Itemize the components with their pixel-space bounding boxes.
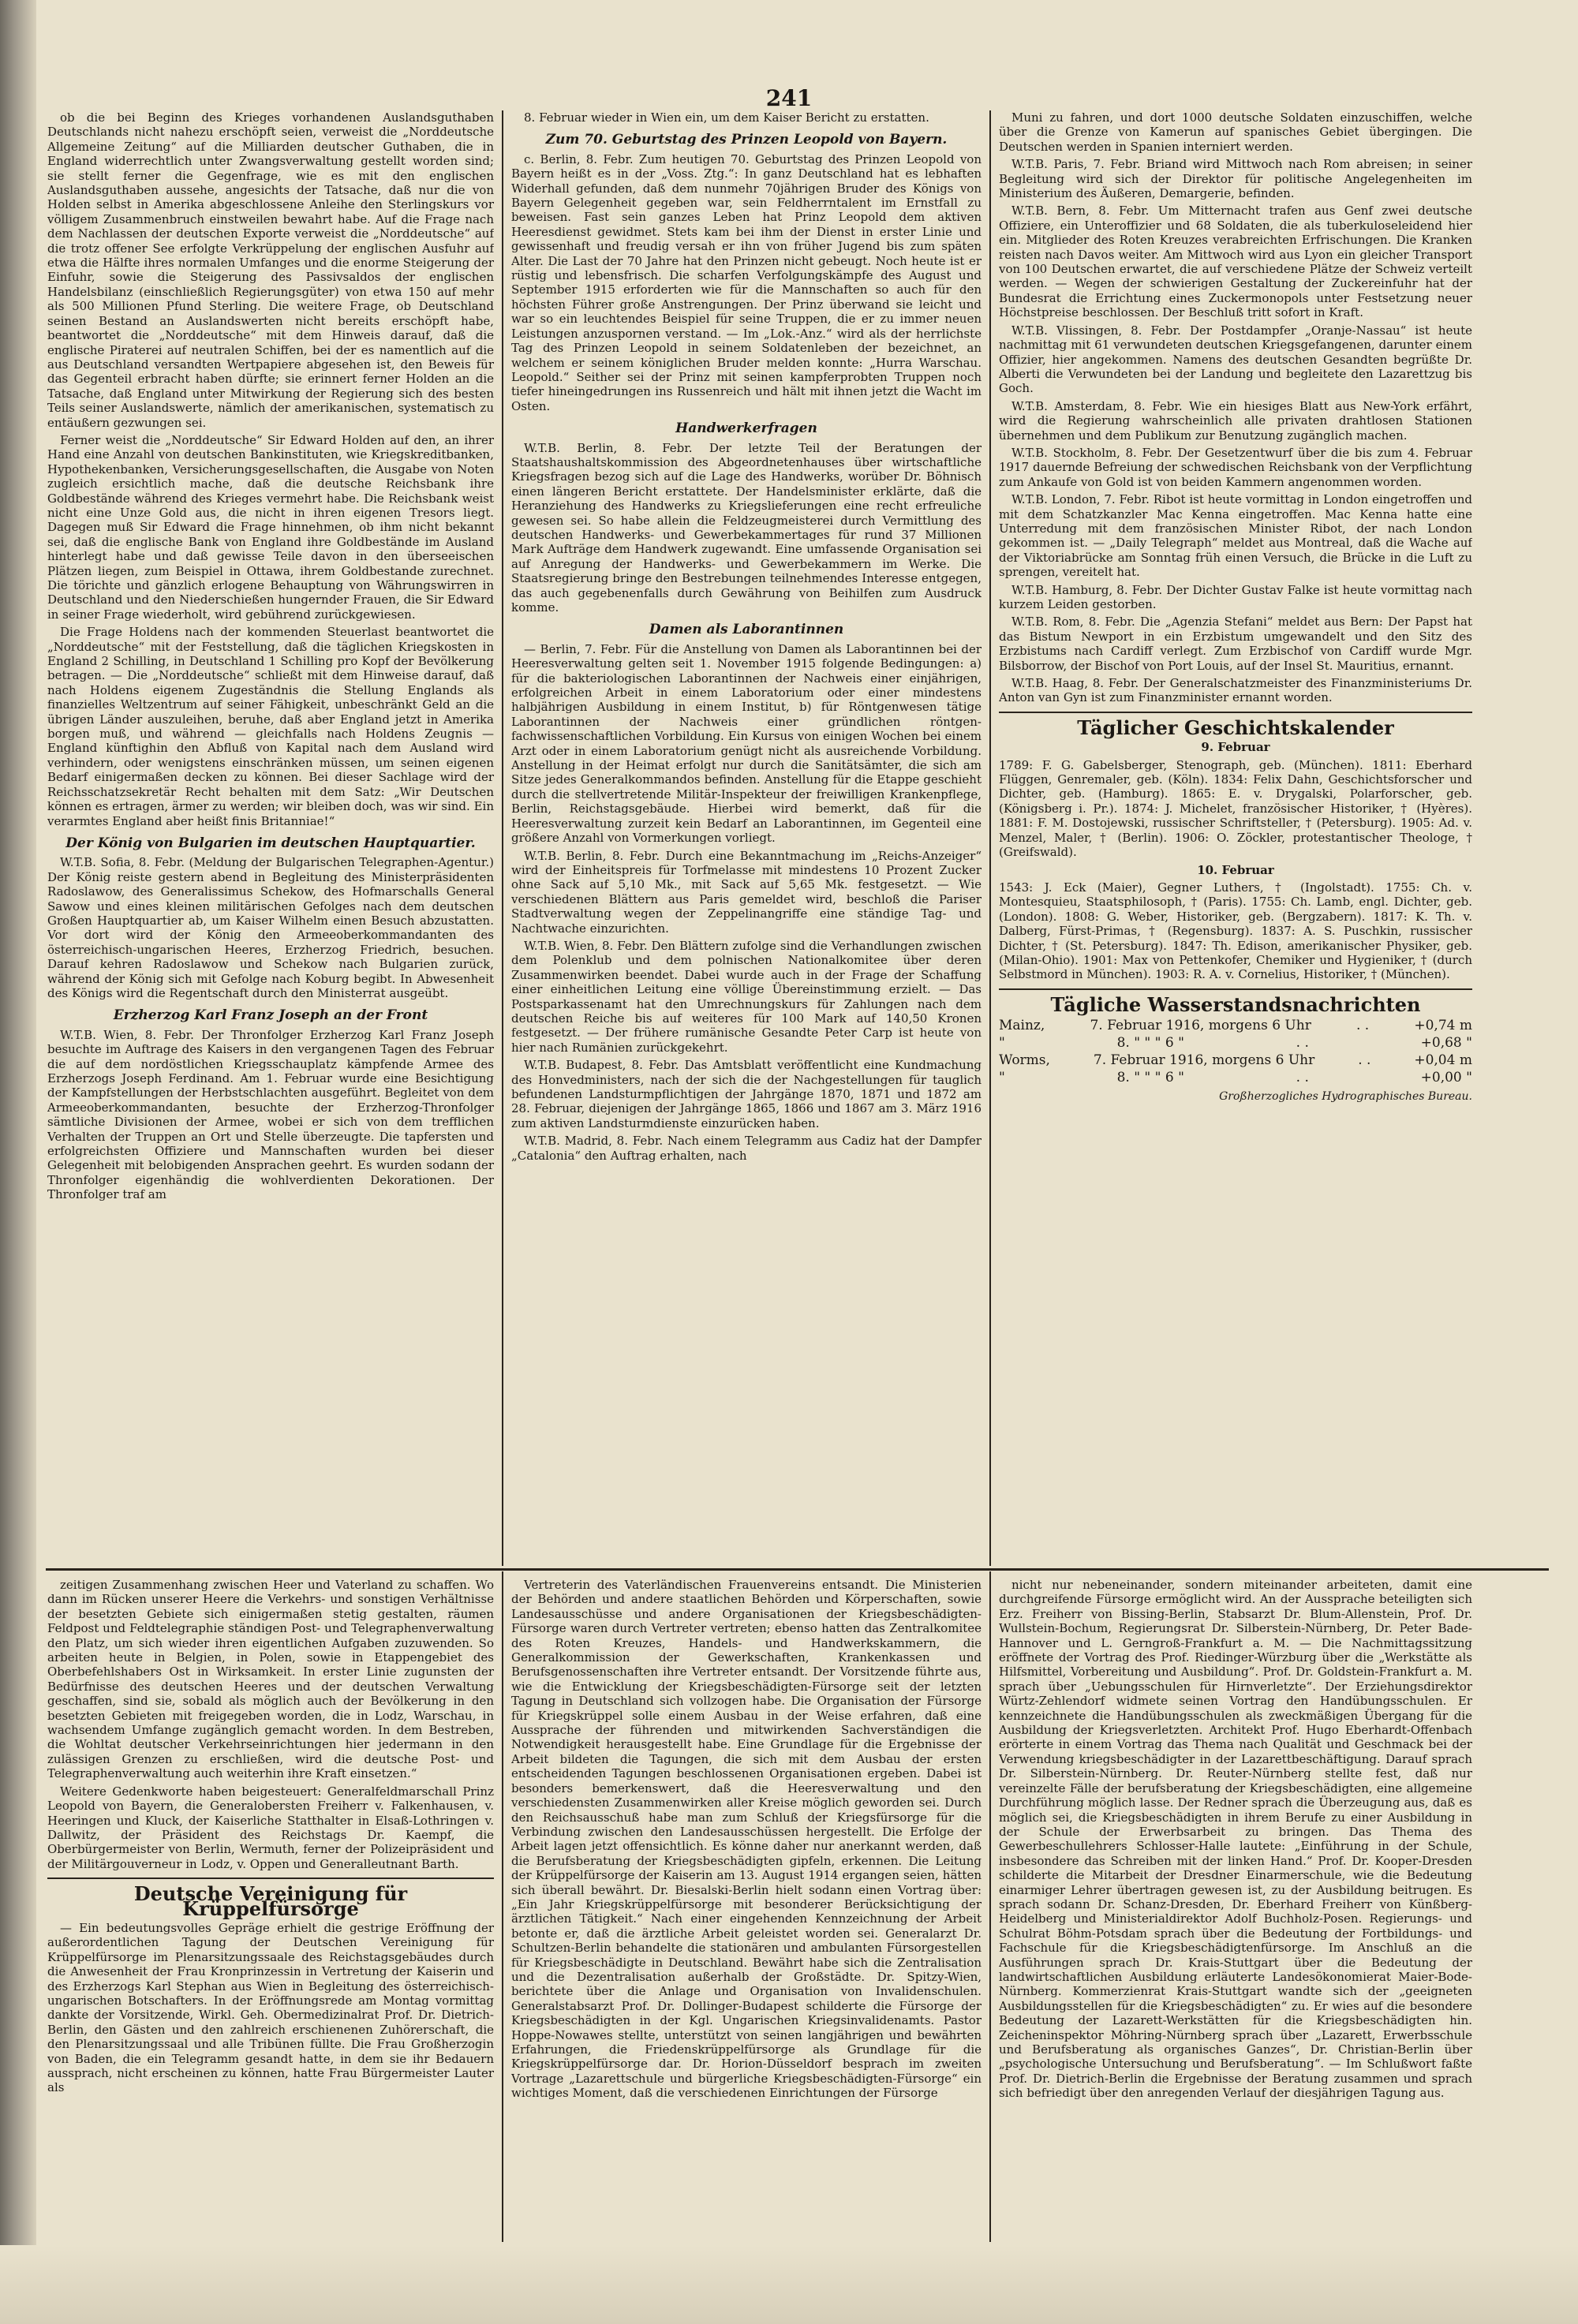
article-headline: Damen als Laborantinnen xyxy=(649,622,844,638)
water-rule xyxy=(999,988,1472,990)
water-title: Tägliche Wasserstandsnachrichten xyxy=(1050,992,1421,1016)
article-paragraph: W.T.B. Berlin, 8. Febr. Der letzte Teil der Beratungen der Staatshaushaltskommission des Abgeordnetenhauses über wirtschaftliche Kriegsfragen bezog sich auf die Lage des Handwerks, worüber Dr. Böhnisch einen längeren Bericht erstattete. Der Handelsminister erklärte, daß die Heranziehung des Handwerks zu Kriegslieferungen eine recht erfreuliche gewesen sei. So habe allein die Feldzeugmeisterei durch Vermittlung des deutschen Handwerks- und Gewerbekammertages für rund 37 Millionen Mark Aufträge dem Handwerk zugewandt. Eine umfassende Organisation sei auf Anregung der Handwerks- und Gewerbekammern im Werke. Die Staatsregierung bringe den Bestrebungen teilnehmendes Interesse entgegen, das auch gegebenenfalls durch Gewährung von Beihilfen zum Ausdruck komme. xyxy=(511,440,982,615)
article-paragraph: W.T.B. Wien, 8. Febr. Den Blättern zufolge sind die Verhandlungen zwischen dem Polenklub und dem polnischen Nationalkomitee über deren Zusammenwirken beendet. Dabei wurde auch in der Frage der Schaffung einer einheitlichen Leitung eine völlige Übereinstimmung erzielt. — Das Postsparkassenamt hat den Umrechnungskurs für Zahlungen nach dem deutschen Reiche bis auf weiteres für 100 Mark auf 140,50 Kronen festgesetzt. — Der frühere rumänische Gesandte Peter Carp ist heute von hier nach Rumänien zurückgekehrt. xyxy=(511,938,982,1055)
water-source: Großherzogliches Hydrographisches Bureau. xyxy=(1219,1090,1472,1104)
water-date: 7. Februar 1916, morgens 6 Uhr xyxy=(1090,1018,1311,1034)
bottom-column-2 xyxy=(511,1578,982,2240)
article-paragraph: Muni zu fahren, und dort 1000 deutsche Soldaten einzuschiffen, welche über die Grenze von Kamerun auf spanisches Gebiet übergingen. Die Deutschen werden in Spanien interniert werden. xyxy=(999,110,1472,154)
article-paragraph: zeitigen Zusammenhang zwischen Heer und Vaterland zu schaffen. Wo dann im Rücken unserer Heere die Verkehrs- und sonstigen Verhältnisse der besetzten Gebiete sich einigermaßen stetig gestalten, räumen Feldpost und Feldtelegraphie ständigen Post- und Telegraphenverwaltung den Platz, um sich wieder ihren eigentlichen Aufgaben zuzuwenden. So arbeiten heute in Belgien, in Polen, sowie in Etappengebiet des Oberbefehlshabers Ost in Wirksamkeit. In erster Linie zugunsten der Bedürfnisse des deutschen Heeres und der deutschen Verwaltung geschaffen, sind sie, sobald als möglich auch der Bevölkerung in den besetzten Gebieten mit freigegeben worden, die in Lodz, Warschau, in wachsendem Umfange zugänglich gemacht worden. In dem Bestreben, die Wohltat deutscher Verkehrseinrichtungen hier jedermann in den zulässigen Grenzen zu erschließen, wird die deutsche Post- und Telegraphenverwaltung auch weiterhin ihre Kraft einsetzen.“ xyxy=(47,1578,494,1781)
water-date: 8. " " " 6 " xyxy=(1116,1035,1184,1052)
article-paragraph: W.T.B. Hamburg, 8. Febr. Der Dichter Gustav Falke ist heute vormittag nach kurzem Leiden gestorben. xyxy=(999,582,1472,611)
column-3 xyxy=(999,110,1472,1566)
article-paragraph: — Ein bedeutungsvolles Gepräge erhielt die gestrige Eröffnung der außerordentlichen Tagung der Deutschen Vereinigung für Krüppelfürsorge im Plenarsitzungssaale des Reichstagsgebäudes durch die Anwesenheit der Frau Kronprinzessin in Vertretung der Kaiserin und des Erzherzogs Karl Stephan aus Wien in Begleitung des österreichisch-ungarischen Botschafters. In der Eröffnungsrede am Montag vormittag dankte der Vorsitzende, Wirkl. Geh. Obermedizinalrat Prof. Dr. Dietrich-Berlin, den Gästen und den zahlreich erschienenen Zuhörerschaft, die den Plenarsitzungssaal und alle Tribünen füllte. Die Frau Großherzogin von Baden, die ein Telegramm gesandt hatte, in dem sie ihr Bedauern aussprach, nicht erscheinen zu können, hatte Frau Bürgermeister Lauter als xyxy=(47,1920,494,2095)
article-paragraph: W.T.B. Amsterdam, 8. Febr. Wie ein hiesiges Blatt aus New-York erfährt, wird die Regierung wahrscheinlich alle privaten drahtlosen Stationen übernehmen und dem Publikum zur Benutzung zugänglich machen. xyxy=(999,398,1472,443)
article-paragraph: W.T.B. Vlissingen, 8. Febr. Der Postdampfer „Oranje-Nassau“ ist heute nachmittag mit 61 verwundeten deutschen Kriegsgefangenen, darunter einem Offizier, hier angekommen. Namens des deutschen Gesandten begrüßte Dr. Alberti die Verwundeten bei der Landung und begleitete den Lazarettzug bis Goch. xyxy=(999,323,1472,396)
article-headline: Erzherzog Karl Franz Joseph an der Front xyxy=(113,1007,428,1024)
article-headline: Handwerkerfragen xyxy=(675,420,817,437)
calendar-entries: 1789: F. G. Gabelsberger, Stenograph, geb. (München). 1811: Eberhard Flüggen, Genremaler, geb. (Köln). 1834: Felix Dahn, Geschichtsforscher und Dichter, geb. (Hamburg). 1865: E. v. Drygalski, Polarforscher, geb. (Königsberg i. Pr.). 1874: J. Michelet, französischer Historiker, † (Hyères). 1881: F. M. Dostojewski, russischer Schriftsteller, † (Petersburg). 1905: Ad. v. Menzel, Maler, † (Berlin). 1906: O. Zöckler, protestantischer Theologe, † (Greifswald). xyxy=(999,757,1472,860)
water-dots: . . xyxy=(1296,1035,1309,1052)
article-paragraph: Vertreterin des Vaterländischen Frauenvereins entsandt. Die Ministerien der Behörden und andere staatlichen Behörden und Körperschaften, sowie Landesausschüsse und andere Organisationen der Kriegsbeschädigten-Fürsorge waren durch Vertreter vertreten; ebenso hatten das Zentralkomitee des Roten Kreuzes, Handels- und Handwerkskammern, die Generalkommission der Gewerkschaften, Krankenkassen und Berufsgenossenschaften ihre Vertreter entsandt. Der Vorsitzende führte aus, wie die Entwicklung der Kriegsbeschädigten-Fürsorge seit der letzten Tagung in Deutschland sich vollzogen habe. Die Organisation der Fürsorge für Kriegskrüppel solle einem Ausbau in der Weise erfahren, daß eine Aussprache der führenden und mitwirkenden Sachverständigen die Notwendigkeit herausgestellt habe. Eine Grundlage für die Ergebnisse der Arbeit bildeten die Tagungen, die sich mit dem Ausbau der ersten entscheidenden Tagungen beschlossenen Organisationen ergeben. Dabei ist besonders bemerkenswert, daß die Heeresverwaltung und den verschiedensten Zusammenwirken aller Kreise möglich geworden sei. Durch den Reichsausschuß habe man zum Schluß der Kriegsfürsorge für die Verbindung zwischen den Landesausschüssen hergestellt. Die Erfolge der Arbeit lagen jetzt offensichtlich. Es könne daher nur anerkannt werden, daß die Berufsberatung der Kriegsbeschädigten gipfeln, erkennen. Die Leitung der Krüppelfürsorge der Kaiserin am 13. August 1914 ergangen seien, hätten sich überall bewährt. Dr. Biesalski-Berlin hielt sodann einen Vortrag über: „Ein Jahr Kriegskrüppelfürsorge mit besonderer Berücksichtigung der ärztlichen Tätigkeit.“ Nach einer eingehenden Kennzeichnung der Arbeit betonte er, daß die ärztliche Arbeit geleistet worden sei. Generalarzt Dr. Schultzen-Berlin behandelte die stationären und ambulanten Fürsorgestellen für Kriegsbeschädigte in Deutschland. Bewährt habe sich die Zentralisation und die Dezentralisation außerhalb der Großstädte. Dr. Spitzy-Wien, berichtete über die Anlage und Organisation von Invalidenschulen. Generalstabsarzt Prof. Dr. Dollinger-Budapest schilderte die Fürsorge der Kriegsbeschädigten in der Kgl. Ungarischen Kriegsinvalidenamts. Pastor Hoppe-Nowawes stellte, unterstützt von seinen langjährigen und bewährten Erfahrungen, die Friedenskrüppelfürsorge als Grundlage für die Kriegskrüppelfürsorge dar. Dr. Horion-Düsseldorf besprach im zweiten Vortrage „Lazarettschule und bürgerliche Kriegsbeschädigten-Fürsorge“ ein wichtiges Moment, daß die verschiedenen Einrichtungen der Fürsorge xyxy=(511,1578,982,2101)
bottom-column-3 xyxy=(999,1578,1472,2240)
water-place: Mainz, xyxy=(999,1018,1045,1034)
article-paragraph: W.T.B. Paris, 7. Febr. Briand wird Mittwoch nach Rom abreisen; in seiner Begleitung wird sich der Direktor für politische Angelegenheiten im Ministerium des Äußeren, Demargerie, befinden. xyxy=(999,157,1472,201)
calendar-date: 10. Februar xyxy=(1197,862,1274,877)
article-paragraph: ob die bei Beginn des Krieges vorhandenen Auslandsguthaben Deutschlands nicht nahezu erschöpft seien, verweist die „Norddeutsche Allgemeine Zeitung“ auf die Milliarden deutscher Guthaben, die in England widerrechtlich unter Zwangsverwaltung gestellt worden sind; sie stellt ferner die Gegenfrage, wie es mit den englischen Auslandsguthaben aussehe, angesichts der Tatsache, daß nur die von Holden selbst in Amerika abgeschlossene Anleihe den Sterlingskurs vor völligem Zusammenbruch einstweilen bewahrt habe. Auf die Frage nach dem Nachlassen der deutschen Exporte verweist die „Norddeutsche“ auf die trotz offener See erfolgte Verkrüppelung der englischen Ausfuhr auf etwa die Hälfte ihres normalen Umfanges und die enorme Steigerung der Einfuhr, sowie die Steigerung des Passivsaldos der englischen Handelsbilanz (einschließlich Regierungsgüter) von etwa 150 auf mehr als 500 Millionen Pfund Sterling. Die weitere Frage, ob Deutschland seinen Bestand an Auslandswerten nicht bereits erschöpft habe, beantwortet die „Norddeutsche“ mit dem Hinweis darauf, daß die englische Piraterei auf neutralen Schiffen, bei der es namentlich auf die aus Deutschland versandten Wertpapiere abgesehen ist, den Beweis für das Gegenteil erbracht haben dürfte; sie erinnert ferner Holden an die Tatsache, daß England unter Mitwirkung der Regierung sich des besten Teils seiner Auslandswerte, nämlich der amerikanischen, systematisch zu entäußern gezwungen sei. xyxy=(47,110,494,430)
article-paragraph: Die Frage Holdens nach der kommenden Steuerlast beantwortet die „Norddeutsche“ mit der Feststellung, daß die täglichen Kriegskosten in England 2 Schilling, in Deutschland 1 Schilling pro Kopf der Bevölkerung betragen. — Die „Norddeutsche“ schließt mit dem Hinweise darauf, daß nach Holdens eigenem Zugeständnis die Stellung Englands als finanzielles Weltzentrum auf seiner Fähigkeit, unbeschränkt Geld an die übrigen Länder auszuleihen, beruhe, daß aber England jetzt in Amerika borgen muß, und während — gleichfalls nach Holdens Zeugnis — England künftighin den Abfluß von Kapital nach dem Ausland wird verhindern, oder wenigstens einschränken müssen, um seinen eigenen Bedarf einigermaßen decken zu können. Bei dieser Sachlage wird der Reichsschatzsekretär Recht behalten mit dem Satz: „Wir Deutschen können es ertragen, ärmer zu werden; wir bleiben doch, was wir sind. Ein verarmtes England aber heißt finis Britanniae!“ xyxy=(47,625,494,828)
column-rule-1 xyxy=(502,110,503,1566)
article-paragraph: W.T.B. London, 7. Febr. Ribot ist heute vormittag in London eingetroffen und mit dem Schatzkanzler Mac Kenna eingetroffen. Mac Kenna hatte eine Unterredung mit dem französischen Minister Ribot, der nach London gekommen ist. — „Daily Telegraph“ meldet aus Montreal, daß die Wache auf der Viktoriabrücke am Sonntag früh einen Versuch, die Brücke in die Luft zu sprengen, vereitelt hat. xyxy=(999,492,1472,580)
article-headline: Der König von Bulgarien im deutschen Hauptquartier. xyxy=(65,835,476,851)
article-paragraph: — Berlin, 7. Febr. Für die Anstellung von Damen als Laborantinnen bei der Heeresverwaltung gelten seit 1. November 1915 folgende Bedingungen: a) für die bakteriologischen Laborantinnen der Nachweis einer einjährigen, erfolgreichen Arbeit in einem Laboratorium oder einer mindestens halbjährigen Ausbildung in einem Institut, b) für Röntgenwesen tätige Laborantinnen der Nachweis einer gründlichen röntgen-fachwissenschaftlichen Vorbildung. Ein Kursus von einigen Wochen bei einem Arzt oder in einem Laboratorium genügt nicht als ausreichende Vorbildung. Anstellung in der Heimat erfolgt nur durch die Sanitätsämter, die sich am Sitze jedes Generalkommandos befinden. Anstellung für die Etappe geschieht durch die stellvertretende Militär-Inspekteur der freiwilligen Krankenpflege, Berlin, Reichstagsgebäude. Hierbei wird bemerkt, daß für die Heeresverwaltung zurzeit kein Bedarf an Laborantinnen, im Gegenteil eine größere Anzahl von Vormerkungen vorliegt. xyxy=(511,641,982,846)
section-divider xyxy=(46,1568,1549,1571)
water-dots: . . xyxy=(1296,1070,1309,1086)
column-rule-3 xyxy=(502,1571,503,2242)
water-place: Worms, xyxy=(999,1052,1050,1069)
article-paragraph: 8. Februar wieder in Wien ein, um dem Kaiser Bericht zu erstatten. xyxy=(524,110,929,125)
book-gutter xyxy=(0,0,36,2324)
article-headline: Zum 70. Geburtstag des Prinzen Leopold von Bayern. xyxy=(545,132,948,148)
calendar-entries: 1543: J. Eck (Maier), Gegner Luthers, † (Ingolstadt). 1755: Ch. v. Montesquieu, Staatsphilosoph, † (Paris). 1755: Ch. Lamb, engl. Dichter, geb. (London). 1808: G. Weber, Historiker, geb. (Bergzabern). 1817: K. Th. v. Dalberg, Fürst-Primas, † (Regensburg). 1837: A. S. Puschkin, russischer Dichter, † (St. Petersburg). 1847: Th. Edison, amerikanischer Physiker, geb. (Milan-Ohio). 1901: Max von Pettenkofer, Chemiker und Hygieniker, † (durch Selbstmord in München). 1903: R. A. v. Cornelius, Historiker, † (München). xyxy=(999,880,1472,982)
calendar-rule xyxy=(999,712,1472,713)
article-paragraph: W.T.B. Rom, 8. Febr. Die „Agenzia Stefani“ meldet aus Bern: Der Papst hat das Bistum Newport in ein Erzbistum umgewandelt und den Sitz des Erzbistums nach Cardiff verlegt. Zum Erzbischof von Cardiff wurde Mgr. Bilsborrow, der Bischof von Port Louis, auf der Insel St. Mauritius, ernannt. xyxy=(999,615,1472,673)
water-dots: . . xyxy=(1358,1052,1371,1069)
calendar-date: 9. Februar xyxy=(1201,740,1270,755)
water-value: +0,04 m xyxy=(1414,1052,1472,1069)
article-paragraph: W.T.B. Budapest, 8. Febr. Das Amtsblatt veröffentlicht eine Kundmachung des Honvedministers, nach der sich die der Nachgestellungen für tauglich befundenen Landsturmpflichtigen der Jahrgänge 1870, 1871 und 1872 am 28. Februar, diejenigen der Jahrgänge 1865, 1866 und 1867 am 3. März 1916 zum aktiven Landsturmdienste einzurücken haben. xyxy=(511,1058,982,1130)
bottom-column-1 xyxy=(47,1578,494,2240)
water-place: " xyxy=(999,1035,1005,1052)
article-headline: Deutsche Vereinigung für Krüppelfürsorge xyxy=(133,1882,408,1920)
article-paragraph: W.T.B. Haag, 8. Febr. Der Generalschatzmeister des Finanzministeriums Dr. Anton van Gyn ist zum Finanzminister ernannt worden. xyxy=(999,676,1472,705)
headline-rule xyxy=(47,1878,494,1879)
article-paragraph: c. Berlin, 8. Febr. Zum heutigen 70. Geburtstag des Prinzen Leopold von Bayern heißt es in der „Voss. Ztg.“: In ganz Deutschland hat es lebhaften Widerhall gefunden, daß dem nunmehr 70jährigen Bruder des Königs von Bayern Gelegenheit gegeben war, sein Feldherrntalent im Ernstfall zu beweisen. Fast sein ganzes Leben hat Prinz Leopold dem aktiven Heeresdienst gewidmet. Stets kam bei ihm der Dienst in erster Linie und gewissenhaft und freudig versah er ihn von früher Jugend bis zum späten Alter. Die Last der 70 Jahre hat den Prinzen nicht gebeugt. Noch heute ist er rüstig und lebensfrisch. Die scharfen Verfolgungskämpfe des August und September 1915 erforderten wie für die Mannschaften so auch für den höchsten Führer große Anstrengungen. Der Prinz überwand sie leicht und war so ein leuchtendes Beispiel für seine Truppen, die er zu immer neuen Leistungen anzuspornen verstand. — Im „Lok.-Anz.“ wird als der herrlichste Tag des Prinzen Leopold in seinem Soldatenleben der bezeichnet, an welchem er seinem königlichen Bruder melden konnte: „Hurra Warschau. Leopold.“ Seither sei der Prinz mit seinen kampferprobten Truppen noch tiefer hineingedrungen ins Russenreich und hält mit ihnen jetzt die Wacht im Osten. xyxy=(511,151,982,413)
article-paragraph: W.T.B. Wien, 8. Febr. Der Thronfolger Erzherzog Karl Franz Joseph besuchte im Auftrage des Kaisers in den vergangenen Tagen des Februar die auf dem nordöstlichen Kriegsschauplatz kämpfende Armee des Erzherzogs Joseph Ferdinand. Am 1. Februar wurde eine Besichtigung der Kampfstellungen der Herbstschlachten ausgeführt. Begleitet von dem Armeeoberkommandanten, besuchte der Erzherzog-Thronfolger sämtliche Divisionen der Armee, wobei er sich von dem trefflichen Verhalten der Truppen an Ort und Stelle überzeugte. Die tapfersten und erfolgreichsten Offiziere und Mannschaften wurden bei dieser Gelegenheit mit belobigenden Ansprachen geehrt. Es wurden sodann der Thronfolger eigenhändig die wohlverdienten Dekorationen. Der Thronfolger traf am xyxy=(47,1027,494,1202)
water-place: " xyxy=(999,1070,1005,1086)
water-value: +0,68 " xyxy=(1420,1035,1472,1052)
water-value: +0,74 m xyxy=(1414,1018,1472,1034)
water-date: 7. Februar 1916, morgens 6 Uhr xyxy=(1093,1052,1315,1069)
column-1 xyxy=(47,110,494,1566)
article-paragraph: Ferner weist die „Norddeutsche“ Sir Edward Holden auf den, an ihrer Hand eine Anzahl von deutschen Bankinstituten, wie Kriegskreditbanken, Hypothekenbanken, Versicherungsgesellschaften, die Ausgabe von Noten zugleich ersichtlich mache, daß die deutsche Reichsbank ihre Goldbestände während des Krieges vermehrt habe. Die Reichsbank weist nicht eine Unze Gold aus, die nicht in ihren eigenen Tresors liegt. Dagegen muß Sir Edward die Frage hinnehmen, ob ihm nicht bekannt sei, daß die englische Bank von England ihre Goldbestände im Ausland hinterlegt habe und daß gewisse Teile davon in den überseeischen Plätzen liegen, zum Beispiel in Ottawa, ihrem Goldbestande zurechnet. Die törichte und gänzlich erlogene Behauptung von Währungswirren in Deutschland und den Niederschießen hungernder Frauen, die Sir Edward in seiner Frage wiederholt, wird gebührend zurückgewiesen. xyxy=(47,432,494,622)
article-paragraph: nicht nur nebeneinander, sondern miteinander arbeiteten, damit eine durchgreifende Fürsorge ermöglicht wird. An der Aussprache beteiligten sich Erz. Freiherr von Bissing-Berlin, Stabsarzt Dr. Blum-Allenstein, Prof. Dr. Wullstein-Bochum, Regierungsrat Dr. Silberstein-Nürnberg, Dr. Peter Bade-Hannover und L. Gerngroß-Frankfurt a. M. — Die Nachmittagssitzung eröffnete der Vortrag des Prof. Riedinger-Würzburg über die „Werkstätte als Hilfsmittel, Vorbereitung und Ausbildung“. Prof. Dr. Goldstein-Frankfurt a. M. sprach über „Uebungsschulen für Hirnverletzte“. Der Erziehungsdirektor Würtz-Zehlendorf widmete seinen Vortrag den Handübungsschulen. Er kennzeichnete die Handübungsschulen als zweckmäßigen Übergang für die Ausbildung der Kriegsverletzten. Architekt Prof. Hugo Eberhardt-Offenbach erörterte in einem Vortrag das Thema nach Qualität und Geschmack bei der Verwendung kriegsbeschädigter in der Lazarettbeschäftigung. Darauf sprach Dr. Silberstein-Nürnberg. Dr. Reuter-Nürnberg stellte fest, daß nur vereinzelte Fälle der berufsberatung der Kriegsbeschädigten, eine allgemeine Durchführung möglich lasse. Der Redner sprach die Überzeugung aus, daß es möglich sei, die Kriegsbeschädigten in ihrem Berufe zu einer Ausbildung in der Schule der Erwerbsarbeit zu bringen. Das Thema des Gewerbeschullehrers Schlosser-Halle lautete: „Einführung in der Schule, insbesondere das Schreiben mit der linken Hand.“ Prof. Dr. Kooper-Dresden schilderte die Mitarbeit der Dresdner Einarmerschule, wie die Bedeutung einarmiger Lehrer übertragen gewesen ist, zu der Ausbildung beitrugen. Es sprach sodann Dr. Schanz-Dresden, Dr. Eberhard Freiherr von Künßberg-Heidelberg und Ministerialdirektor Adolf Buchholz-Posen. Regierungs- und Schulrat Böhm-Potsdam sprach über die Bedeutung der Fortbildungs- und Fachschule für die Kriegsbeschädigtenfürsorge. Im Anschluß an die Ausführungen sprach Dr. Krais-Stuttgart über die Bedeutung der landwirtschaftlichen Ausbildung erläuterte Landesökonomierat Maier-Bode-Nürnberg. Kommerzienrat Krais-Stuttgart wandte sich der „geeigneten Ausbildungsstellen für die Kriegsbeschädigten“ zu. Er wies auf die besondere Bedeutung der Lazarett-Werkstätten für die Kriegsbeschädigten hin. Zeicheninspektor Möhring-Nürnberg sprach über „Lazarett, Erwerbsschule und Berufsberatung als organisches Ganzes“, Dr. Christian-Berlin über „psychologische Untersuchung und Berufsberatung“. — Im Schlußwort faßte Prof. Dr. Dietrich-Berlin die Ergebnisse der Beratung zusammen und sprach sich befriedigt über den anregenden Verlauf der diesjährigen Tagung aus. xyxy=(999,1578,1472,2101)
page-number: 241 xyxy=(765,85,813,111)
column-2 xyxy=(511,110,982,1566)
water-row xyxy=(999,1017,1472,1034)
article-paragraph: W.T.B. Stockholm, 8. Febr. Der Gesetzentwurf über die bis zum 4. Februar 1917 dauernde Befreiung der schwedischen Reichsbank von der Verpflichtung zum Ankaufe von Gold ist von beiden Kammern angenommen worden. xyxy=(999,445,1472,489)
column-rule-4 xyxy=(989,1571,991,2242)
article-paragraph: W.T.B. Madrid, 8. Febr. Nach einem Telegramm aus Cadiz hat der Dampfer „Catalonia“ den Auftrag erhalten, nach xyxy=(511,1134,982,1163)
calendar-title: Täglicher Geschichtskalender xyxy=(1077,716,1394,739)
article-paragraph: W.T.B. Berlin, 8. Febr. Durch eine Bekanntmachung im „Reichs-Anzeiger“ wird der Einheitspreis für Torfmelasse mit mindestens 10 Prozent Zucker ohne Sack auf 5,10 Mk., mit Sack auf 5,65 Mk. festgesetzt. — Wie verschiedenen Blättern aus Paris gemeldet wird, beschloß die Pariser Stadtverwaltung wegen der Zeppelinangriffe eine ständige Tag- und Nachtwache einzurichten. xyxy=(511,848,982,936)
column-rule-2 xyxy=(989,110,991,1566)
water-value: +0,00 " xyxy=(1420,1070,1472,1086)
article-paragraph: Weitere Gedenkworte haben beigesteuert: Generalfeldmarschall Prinz Leopold von Bayern, die Generalobersten Freiherr v. Falkenhausen, v. Heeringen und Kluck, der Kaiserliche Statthalter in Elsaß-Lothringen v. Dallwitz, der Präsident des Reichstags Dr. Kaempf, die Oberbürgermeister von Berlin, Wermuth, ferner der Polizeipräsident und der Militärgouverneur in Lodz, v. Oppen und Generalleutnant Barth. xyxy=(47,1784,494,1871)
water-row xyxy=(999,1034,1472,1052)
article-paragraph: W.T.B. Sofia, 8. Febr. (Meldung der Bulgarischen Telegraphen-Agentur.) Der König reiste gestern abend in Begleitung des Ministerpräsidenten Radoslawow, des Generalissimus Schekow, des Hofmarschalls General Sawow und eines kleinen militärischen Gefolges nach dem deutschen Großen Hauptquartier ab, um Kaiser Wilhelm einen Besuch abzustatten. Vor dort wird der König den Armeeoberkommandanten des österreichisch-ungarischen Heeres, Erzherzog Friedrich, besuchen. Darauf kehren Radoslawow und Schekow nach Bulgarien zurück, während der König sich mit Gefolge nach Koburg begibt. In Abwesenheit des Königs wird die Regentschaft durch den Ministerrat ausgeübt. xyxy=(47,855,494,1000)
page-bottom-shadow xyxy=(0,2245,1578,2324)
water-row xyxy=(999,1069,1472,1086)
water-date: 8. " " " 6 " xyxy=(1116,1070,1184,1086)
water-row xyxy=(999,1052,1472,1069)
article-paragraph: W.T.B. Bern, 8. Febr. Um Mitternacht trafen aus Genf zwei deutsche Offiziere, ein Unteroffizier und 68 Soldaten, die als tuberkuloseleidend hier ein. Mitglieder des Roten Kreuzes verabreichten Erfrischungen. Die Kranken reisten nach Davos weiter. Am Mittwoch wird aus Lyon ein gleicher Transport von 100 Deutschen erwartet, die auf verschiedene Plätze der Schweiz verteilt werden. — Wegen der schwierigen Gestaltung der Zuckereinfuhr hat der Bundesrat die Errichtung eines Zuckermonopols unter Festsetzung neuer Höchstpreise beschlossen. Der Beschluß tritt sofort in Kraft. xyxy=(999,204,1472,320)
water-dots: . . xyxy=(1356,1018,1370,1034)
